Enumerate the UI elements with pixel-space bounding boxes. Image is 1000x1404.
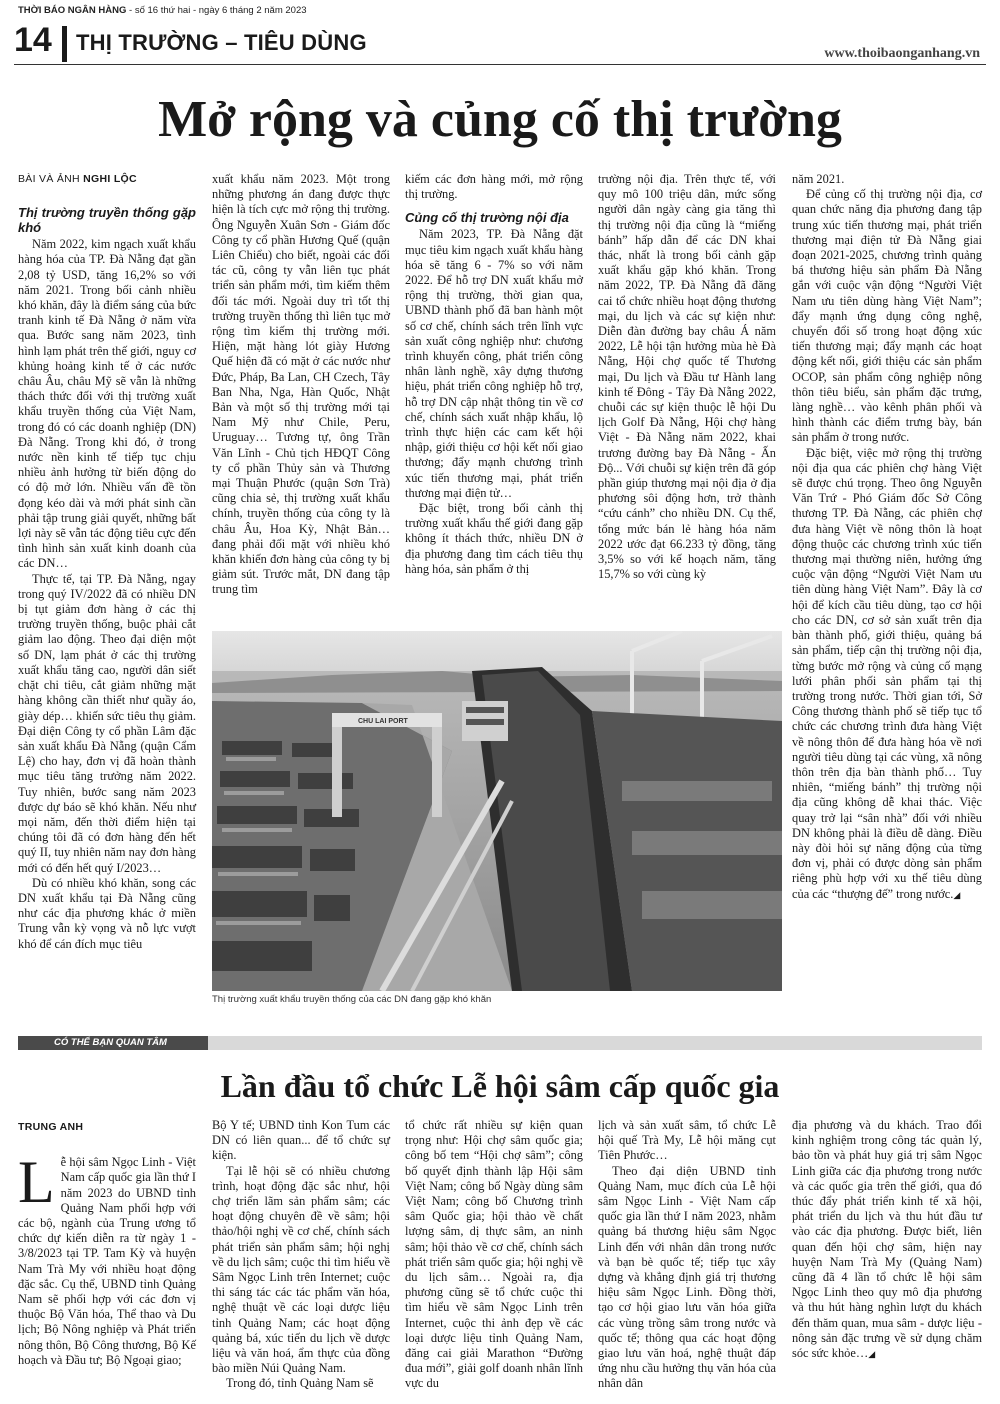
paragraph: kiếm các đơn hàng mới, mở rộng thị trường. xyxy=(405,172,583,202)
paragraph: Năm 2022, kim ngạch xuất khẩu hàng hóa của TP. Đà Nẵng đạt gần 2,08 tỷ USD, tăng 16,2% so với năm 2021. Trong bối cảnh nhiều khó khăn, đây là điểm sáng của bức tranh kinh tế Đà Nẵng ở năm vừa qua. Bước sang năm 2023, tình hình lạm phát trên thế giới, nguy cơ khủng hoảng kinh tế ở các nước châu Âu, châu Mỹ sẽ vẫn là những thách thức đối với thị trường xuất khẩu truyền thống của Việt Nam, trong đó có các doanh nghiệp (DN) Đà Nẵng. Trong khi đó, ở trong nước nền kinh tế tiếp tục chịu nhiều ảnh hưởng từ biến động do có độ mở lớn. Nhiều vấn đề tồn đọng kéo dài và mới phát sinh cần phải tập trung giải quyết, những bất lợi này sẽ vẫn tác động tiêu cực đến tình hình sản xuất kinh doanh của các DN… xyxy=(18,237,196,571)
article1-byline xyxy=(18,172,196,187)
paragraph: Để củng cố thị trường nội địa, cơ quan chức năng địa phương đang tập trung xúc tiến thương mại, phát triển thương mại điện tử Đà Nẵng giai đoạn 2021-2025, chương trình quảng bá thương hiệu sản phẩm Đà Nẵng gắn với cuộc vận động “Người Việt Nam ưu tiên dùng hàng Việt Nam”; đẩy mạnh ứng dụng công nghệ, chuyển đổi số trong hoạt động xúc tiến thương mại; đẩy mạnh các hoạt động kết nối, giới thiệu các sản phẩm OCOP, sản phẩm công nghiệp nông thôn tiêu biểu, sản phẩm đặc trưng, làng nghề… vào kênh phân phối và hình thành các điểm trưng bày, bán sản phẩm ở trong nước. xyxy=(792,187,982,445)
paragraph: Theo đại diện UBND tỉnh Quảng Nam, mục đích của Lễ hội sâm Ngọc Linh - Việt Nam cấp quốc gia lần thứ I năm 2023, nhằm quảng bá thương hiệu sâm Ngọc Linh đến với nhân dân trong nước và bạn bè quốc tế; tiếp tục xây dựng và khẳng định giá trị thương hiệu sâm Ngọc Linh. Đồng thời, tạo cơ hội giao lưu văn hóa giữa các vùng trồng sâm trong nước và quốc tế; thông qua các hoạt động giao lưu văn hoá, nghệ thuật đáp ứng nhu cầu hưởng thụ văn hóa của nhân dân xyxy=(598,1163,776,1391)
article2-column-3 xyxy=(405,1118,583,1392)
paragraph xyxy=(18,1149,196,1368)
end-mark-icon: ◢ xyxy=(953,889,961,900)
paragraph: trường nội địa. Trên thực tế, với quy mô 100 triệu dân, mức sống người dân ngày càng gia tăng thì thị trường nội địa cũng là “miếng bánh” hấp dẫn để các DN khai thác, nhất là trong bối cảnh gặp xuất khẩu gặp khó khăn. Trong năm 2022, TP. Đà Nẵng đã đăng cai tổ chức nhiều hoạt động thương mại, du lịch và các sự kiện như: Diễn đàn đường bay châu Á năm 2022, Lễ hội tận hưởng mùa hè Đà Nẵng, Hội chợ quốc tế Thương mại, Du lịch và Đầu tư Hành lang kinh tế Đông - Tây Đà Nẵng 2022, chuỗi các sự kiện thuộc lễ hội Du lịch Golf Đà Nẵng, Hội chợ hàng Việt - Đà Nẵng năm 2022, khai trương đường bay Đà Nẵng - Ấn Độ... Với chuỗi sự kiện trên đã góp phần giúp thương mại nội địa ở địa phương sôi động hơn, trở thành “cứu cánh” cho nhiều DN. Cụ thể, tổng mức bán lẻ hàng hóa năm 2022 ước đạt 66.233 tỷ đồng, tăng 3,5% so với kế hoạch năm, tăng 15,7% so với cùng kỳ xyxy=(598,172,776,582)
article1-column-2 xyxy=(212,172,390,598)
paper-name: THỜI BÁO NGÂN HÀNG xyxy=(18,5,127,16)
byline-prefix: BÀI VÀ ẢNH xyxy=(18,173,84,185)
drop-cap: L xyxy=(18,1149,55,1216)
article2-column-4 xyxy=(598,1118,776,1392)
article2-column-1 xyxy=(18,1120,196,1368)
paragraph-text: địa phương và du khách. Trao đổi kinh nghiệm trong công tác quản lý, bảo tồn và phát huy giá trị sâm Ngọc Linh giữa các địa phương trong nước và các quốc gia trên thế giới, qua đó thúc đẩy phát triển kinh tế xã hội, phát triển du lịch và thu hút đầu tư vào các địa phương. Được biết, liên quan đến hội chợ sâm, hiện nay huyện Nam Trà My (Quảng Nam) cũng đã 4 lần tổ chức lễ hội sâm Ngọc Linh theo quy mô địa phương và thu hút hàng nghìn lượt du khách đến thăm quan, mua sâm - dược liệu - nông sản đặc trưng về sử dụng chăm sóc sức khỏe… xyxy=(792,1118,982,1361)
article2-column-5 xyxy=(792,1118,982,1362)
article1-column-4 xyxy=(598,172,776,582)
paragraph-text: ễ hội sâm Ngọc Linh - Việt Nam cấp quốc gia lần thứ I năm 2023 do UBND tỉnh Quảng Nam phối hợp với các bộ, ngành của Trung ương tổ chức dự kiến diễn ra từ ngày 1 - 3/8/2023 tại TP. Tam Kỳ và huyện Nam Trà My với nhiều hoạt động đặc sắc. Cụ thể, UBND tỉnh Quảng Nam sẽ phối hợp với các đơn vị thuộc Bộ Văn hóa, Thể thao và Du lịch; Bộ Nông nghiệp và Phát triển nông thôn, Bộ Công thương, Bộ Kế hoạch và Đầu tư; Bộ Ngoại giao; xyxy=(18,1155,196,1367)
paragraph: Thực tế, tại TP. Đà Nẵng, ngay trong quý IV/2022 đã có nhiều DN bị tụt giảm đơn hàng ở các thị trường truyền thống, buộc phải cắt giảm lao động. Theo đại diện một số DN, lạm phát ở các thị trường xuất khẩu tăng cao, người dân siết chặt chi tiêu, cắt giảm những mặt hàng không cần thiết như quầy áo, giày dép… khiến sức tiêu thụ giảm. Đại diện Công ty cổ phần Lâm đặc sản xuất khẩu Đà Nẵng (quận Cẩm Lệ) cho hay, đơn vị đã hoàn thành mục tiêu tăng trưởng năm 2022. Tuy nhiên, bước sang năm 2023 được dự báo sẽ khó khăn. Nếu như mọi năm, đến thời điểm hiện tại chúng tôi đã có đơn hàng đến hết quý II, tuy nhiên năm nay đơn hàng mới có đến hết quý I/2023… xyxy=(18,571,196,875)
byline-author: NGHI LỘC xyxy=(83,173,137,185)
port-sign: CHU LAI PORT xyxy=(358,718,408,725)
masthead-line xyxy=(18,5,307,16)
issue-info: - số 16 thứ hai - ngày 6 tháng 2 năm 2023 xyxy=(126,5,307,16)
photo-caption: Thị trường xuất khẩu truyền thống của các DN đang gặp khó khăn xyxy=(212,994,492,1005)
section-title: THỊ TRƯỜNG – TIÊU DÙNG xyxy=(76,30,367,55)
port-photo-illustration xyxy=(212,631,782,991)
section-band-label: CÓ THỂ BẠN QUAN TÂM xyxy=(18,1036,208,1050)
paragraph: năm 2021. xyxy=(792,172,845,186)
article2-column-2 xyxy=(212,1118,390,1392)
paragraph: lịch và sản xuất sâm, tổ chức Lễ hội quế Trà My, Lễ hội măng cụt Tiên Phước… xyxy=(598,1118,776,1163)
page-number: 14 xyxy=(14,21,52,59)
article1-title: Mở rộng và củng cố thị trường xyxy=(158,91,842,148)
article1-column-3 xyxy=(405,172,583,577)
paragraph-text: Đặc biệt, việc mở rộng thị trường nội địa qua các phiên chợ hàng Việt sẽ được chú trọng. Theo ông Nguyễn Văn Trứ - Phó Giám đốc Sở Công thương TP. Đà Nẵng, các phiên chợ đưa hàng Việt về nông thôn là hoạt động thuộc các chương trình xúc tiến thương mại thường niên, hưởng ứng cuộc vận động “Người Việt Nam ưu tiên dùng hàng Việt Nam”. Đây là cơ hội để kích cầu tiêu dùng, tạo cơ hội cho các DN, cơ sở sản xuất trên địa bàn thành phố, giới thiệu, quảng bá sản phẩm, tiếp cận thị trường nội địa, từng bước mở rộng và củng cố mạng lưới phân phối sản phẩm tại thị trường trong nước. Thời gian tới, Sở Công thương thành phố sẽ tiếp tục tổ chức các chương trình đưa hàng Việt về nông thôn để đưa hàng hóa về nơi người tiêu dùng tại các vùng, xã nông thôn trên địa bàn thành phố… Tuy nhiên, “miếng bánh” thị trường nội địa cũng không dễ khai thác. Việc quay trở lại “sân nhà” đối với nhiều DN không phải là điều dễ dàng. Điều này đòi hỏi sự năng động của từng đơn vị, phải có được dòng sản phẩm riêng phù hợp với xu thế tiêu dùng của các “thượng đế” trong nước. xyxy=(792,445,982,901)
paragraph: Tại lễ hội sẽ có nhiều chương trình, hoạt động đặc sắc như, hội chợ triển lãm sản phẩm sâm; các hoạt động chuyên đề về sâm; hội thảo/hội nghị về cơ chế, chính sách phát triển sản phẩm sâm; hội nghị về du lịch sâm; cuộc thi tìm hiểu về Sâm Ngọc Linh trên Internet; cuộc thi sáng tác các tác phẩm văn hóa, nghệ thuật về các loại dược liệu tỉnh Quảng Nam; các hoạt động quảng bá, xúc tiến du lịch về dược liệu và văn hoá, ẩm thực của đồng bào miền Núi Quảng Nam. xyxy=(212,1163,390,1376)
port-photo xyxy=(212,631,782,991)
section-divider xyxy=(62,26,67,62)
paragraph: tổ chức rất nhiều sự kiện quan trọng như: Hội chợ sâm quốc gia; công bố tem “Hội chợ sâm”; công bố quyết định thành lập Hội sâm Việt Nam; công bố Ngày dùng sâm Việt Nam; công bố Chương trình sâm Quốc gia; hội thảo về chất lượng sâm, dị thực sâm, an ninh sâm; hội thảo về cơ chế, chính sách phát triển sâm quốc gia; hội nghị về du lịch sâm… Ngoài ra, địa phương cũng sẽ tổ chức cuộc thi tìm hiểu về sâm Ngọc Linh trên Internet, cuộc thi ảnh đẹp về các loại dược liệu tỉnh Quảng Nam, đăng cai giải Marathon “Đường đua mới”, giải golf doanh nhân lĩnh vực du xyxy=(405,1118,583,1391)
article1-column-1 xyxy=(18,172,196,952)
paragraph xyxy=(792,446,982,903)
header-rule xyxy=(14,64,986,65)
website-url[interactable]: www.thoibaonganhang.vn xyxy=(824,46,980,61)
article2-byline xyxy=(18,1120,196,1135)
paragraph xyxy=(792,1118,982,1362)
article1-subheading-1: Thị trường truyền thống gặp khó xyxy=(18,205,196,236)
paragraph: Đặc biệt, trong bối cảnh thị trường xuất khẩu thế giới đang gặp không ít thách thức, nhiều DN ở địa phương đang tìm cách tiêu thụ hàng hóa, sản phẩm ở thị xyxy=(405,501,583,576)
paragraph: Bộ Y tế; UBND tỉnh Kon Tum các DN có liên quan... để tổ chức sự kiện. xyxy=(212,1118,390,1163)
paragraph: xuất khẩu năm 2023. Một trong những phương án đang được thực hiện là tích cực mở rộng thị trường. Ông Nguyễn Xuân Sơn - Giám đốc Công ty cổ phần Hương Quế (quận Liên Chiểu) cho biết, ngoài các đối tác cũ, công ty vẫn liên tục phát triển sản phẩm mới, tìm kiếm thêm đối tác mới. Ngoài duy trì tốt thị trường truyền thống thì liên tục mở rộng tìm kiếm thị trường mới. Hiện, mặt hàng lót giày Hương Quế hiện đã có mặt ở các nước như Đức, Pháp, Ba Lan, CH Czech, Tây Ban Nha, Nga, Hàn Quốc, Nhật Bản và một số thị trường mới tại Nam Mỹ như Chile, Peru, Uruguay… Tương tự, ông Trần Văn Lĩnh - Chủ tịch HĐQT Công ty cổ phần Thủy sản và Thương mại Thuận Phước (quận Sơn Trà) cũng chia sẻ, thị trường xuất khẩu chính, truyền thống của công ty là châu Âu, Hoa Kỳ, Nhật Bản… đang phải đối mặt với nhiều khó khăn khiến đơn hàng của công ty bị giảm sút. Trước mắt, DN đang tập trung tìm xyxy=(212,172,390,597)
article1-column-5 xyxy=(792,172,982,903)
end-mark-icon: ◢ xyxy=(868,1349,876,1360)
article2-title: Lần đầu tổ chức Lễ hội sâm cấp quốc gia xyxy=(220,1068,780,1104)
paragraph: Dù có nhiều khó khăn, song các DN xuất khẩu tại Đà Nẵng cũng như các địa phương khác ở miền Trung vẫn kỳ vọng và nỗ lực vượt khó để cán đích mục tiêu xyxy=(18,875,196,951)
paragraph: Trong đó, tỉnh Quảng Nam sẽ xyxy=(226,1376,374,1391)
article1-subheading-2: Củng cố thị trường nội địa xyxy=(405,210,569,226)
paragraph: Năm 2023, TP. Đà Nẵng đặt mục tiêu kim ngạch xuất khẩu hàng hóa sẽ tăng 6 - 7% so với năm 2022. Để hỗ trợ DN xuất khẩu mở rộng thị trường, thời gian qua, UBND thành phố đã ban hành một số cơ chế, chính sách trên lĩnh vực sản xuất công nghiệp như: chương trình khuyến công, phát triển công nhân lành nghề, xây dựng thương hiệu, phát triển công nghiệp hỗ trợ, hỗ trợ DN cập nhật thông tin về cơ chế, chính sách xuất nhập khẩu, lộ trình thực hiện các cam kết hội nhập, giới thiệu cơ hội kết nối giao thương; đẩy mạnh chương trình xúc tiến thương mại, phát triển thương mại điện tử… xyxy=(405,227,583,500)
byline-author: TRUNG ANH xyxy=(18,1121,84,1133)
